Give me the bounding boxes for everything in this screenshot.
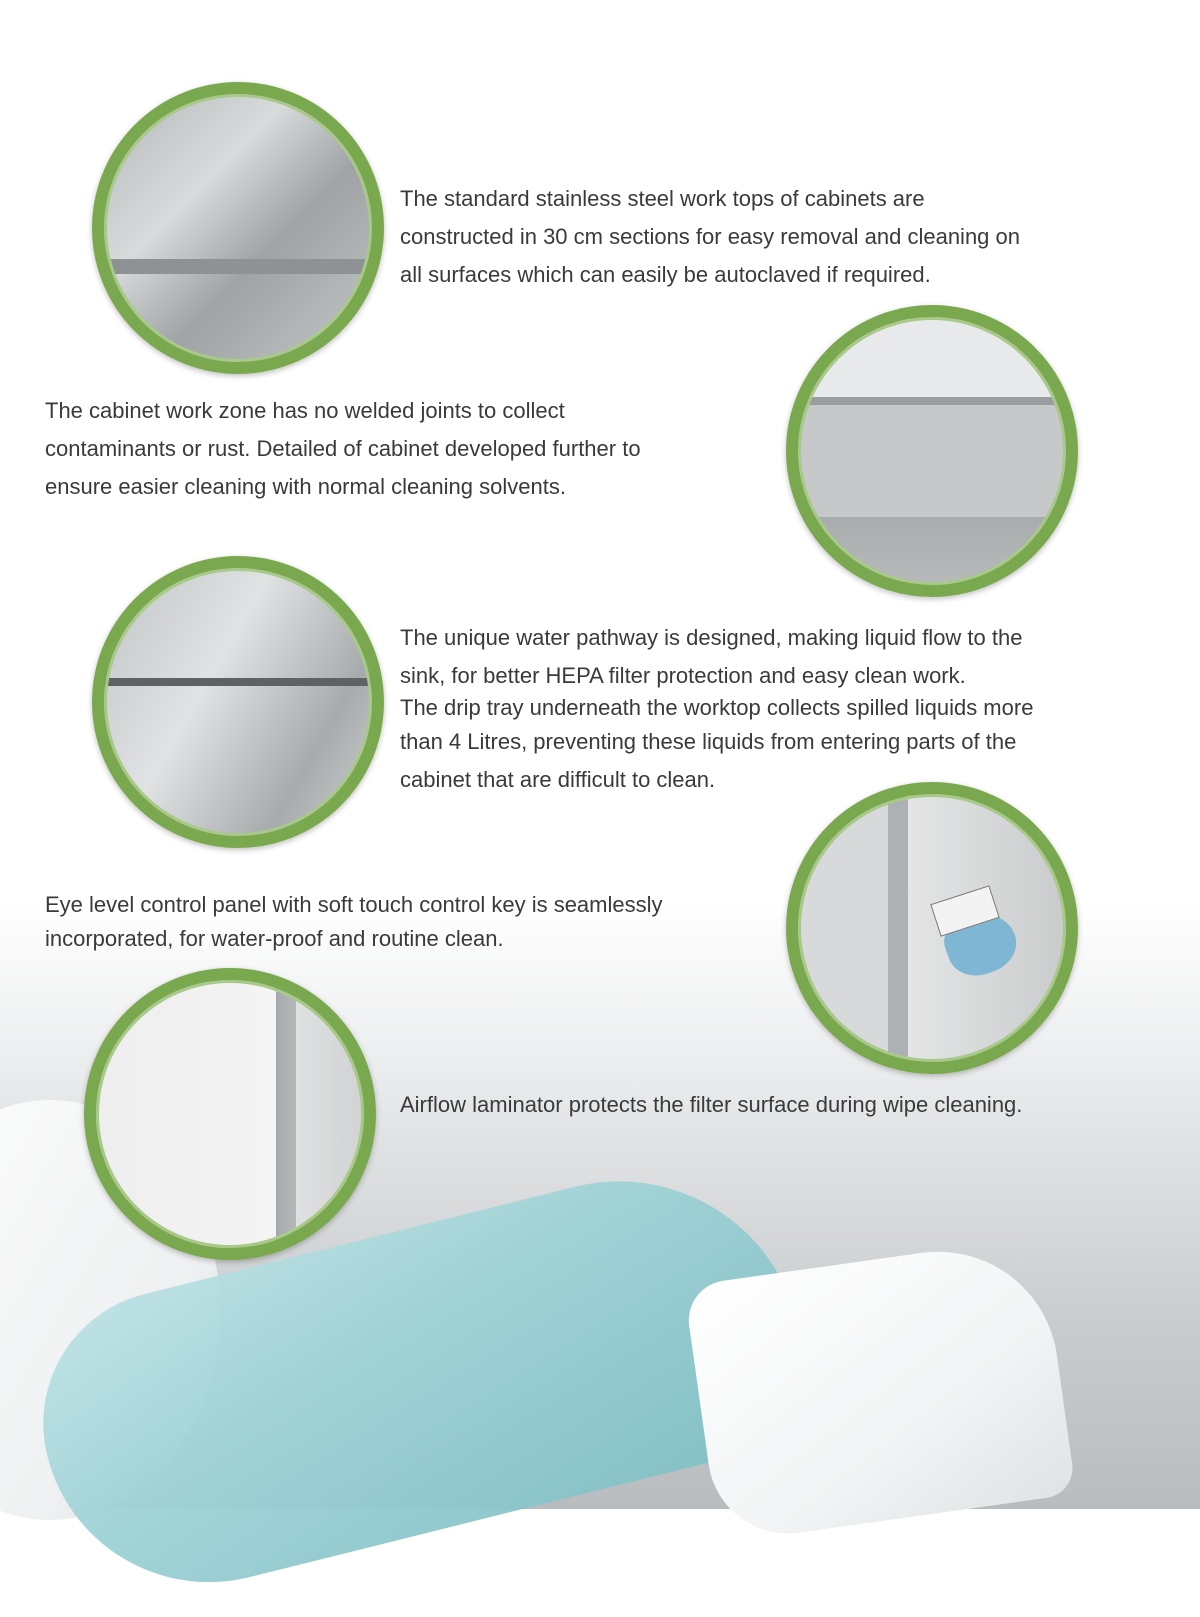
text-line: all surfaces which can easily be autoclaved if required. [400, 262, 931, 287]
text-line: Airflow laminator protects the filter surface during wipe cleaning. [400, 1092, 1023, 1117]
text-line: The unique water pathway is designed, making liquid flow to the [400, 625, 1023, 650]
water-pathway-photo [92, 556, 384, 848]
text-line: cabinet that are difficult to clean. [400, 767, 716, 792]
text-line: sink, for better HEPA filter protection and easy clean work. [400, 663, 966, 688]
feature-water-pathway-text [400, 619, 1108, 799]
text-line: ensure easier cleaning with normal cleaning solvents. [45, 474, 566, 499]
text-line: contaminants or rust. Detailed of cabinet developed further to [45, 436, 641, 461]
control-panel-photo [786, 782, 1078, 1074]
feature-work-zone-text [45, 392, 752, 506]
feature-worktop-text [400, 180, 1106, 294]
text-line: Eye level control panel with soft touch control key is seamlessly [45, 892, 663, 917]
text-line: incorporated, for water-proof and routine clean. [45, 926, 504, 951]
text-line: constructed in 30 cm sections for easy removal and cleaning on [400, 224, 1020, 249]
feature-control-panel-text [45, 888, 755, 956]
worktop-sections-photo [92, 82, 384, 374]
work-zone-photo [786, 305, 1078, 597]
feature-airflow-laminator-text [400, 1086, 1120, 1124]
text-line: The standard stainless steel work tops of cabinets are [400, 186, 925, 211]
text-line: than 4 Litres, preventing these liquids from entering parts of the [400, 729, 1017, 754]
text-line: The cabinet work zone has no welded joints to collect [45, 398, 565, 423]
airflow-laminator-photo [84, 968, 376, 1260]
wipe-cloth [684, 1236, 1077, 1544]
text-line: The drip tray underneath the worktop collects spilled liquids more [400, 695, 1034, 720]
